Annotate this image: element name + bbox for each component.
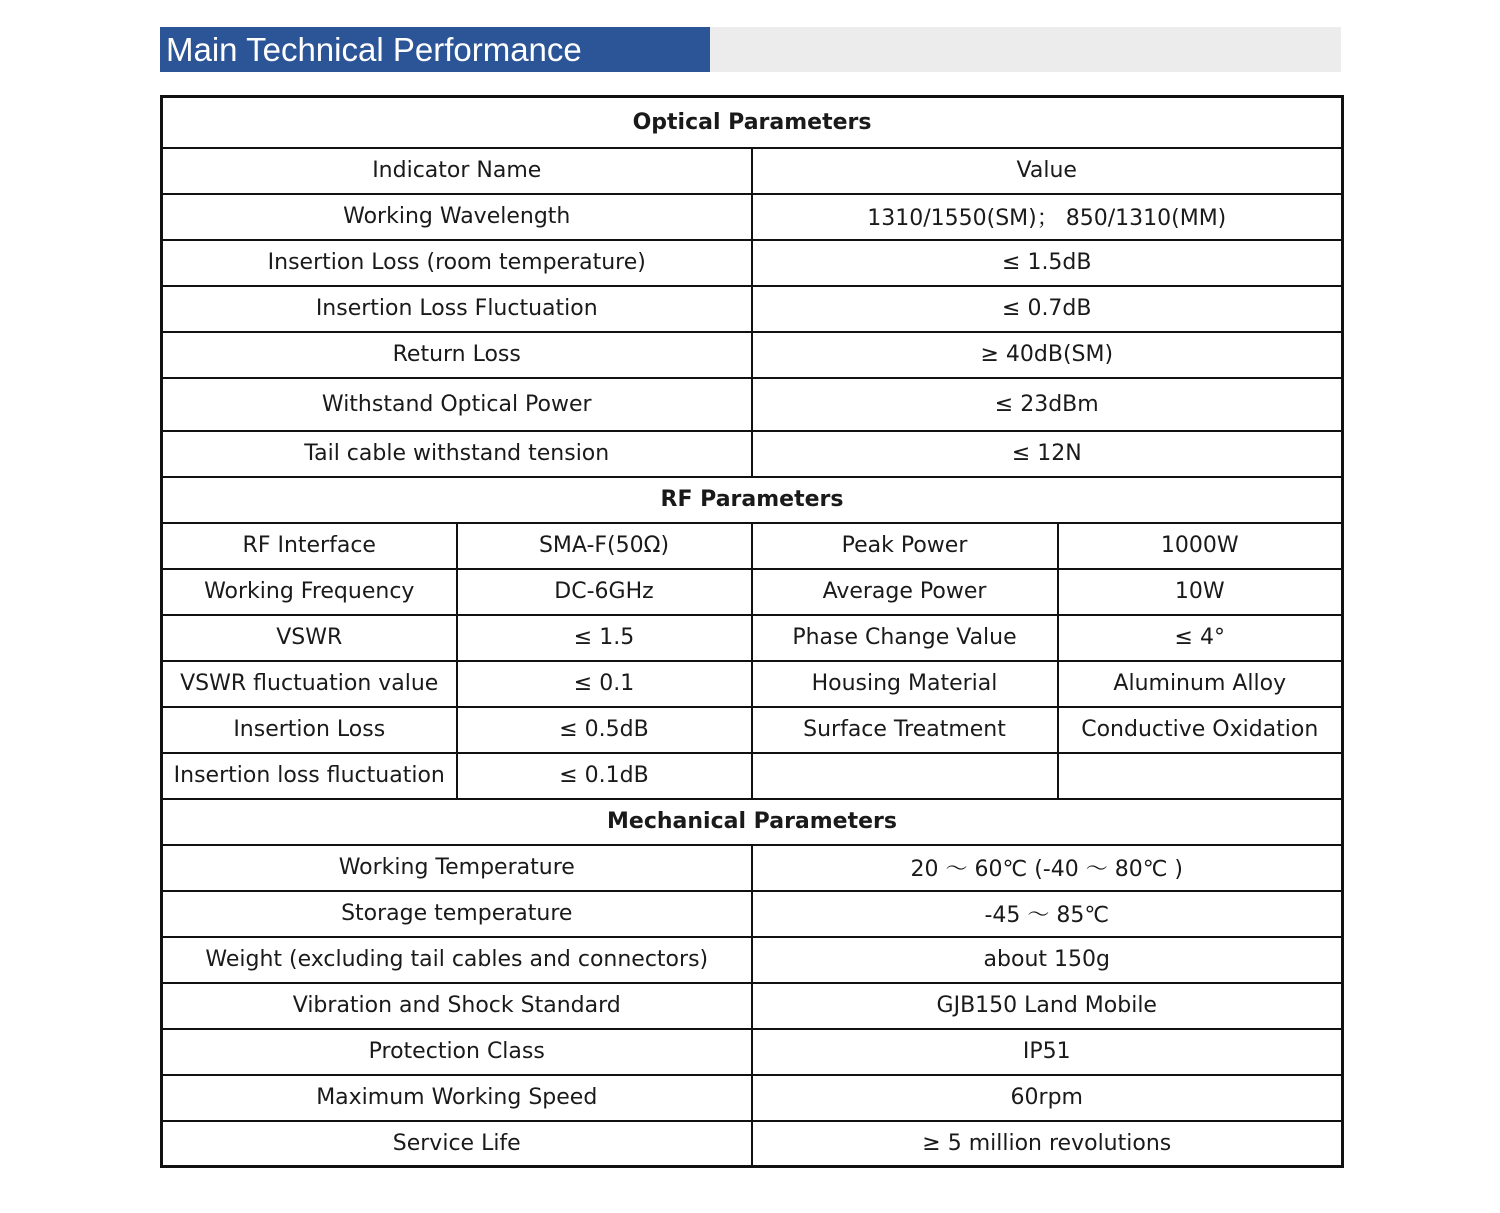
title-bar	[160, 27, 1341, 72]
rf-name: Housing Material	[752, 661, 1058, 707]
rf-value: ≤ 0.1	[457, 661, 752, 707]
indicator-value: about 150g	[752, 937, 1343, 983]
rf-value: SMA-F(50Ω)	[457, 523, 752, 569]
rf-value	[1058, 753, 1343, 799]
indicator-value: 60rpm	[752, 1075, 1343, 1121]
rf-value: ≤ 0.1dB	[457, 753, 752, 799]
section-header-mechanical	[162, 799, 1343, 845]
indicator-name: Withstand Optical Power	[162, 378, 752, 431]
indicator-name: Insertion Loss Fluctuation	[162, 286, 752, 332]
section-title-optical: Optical Parameters	[162, 97, 1343, 148]
table-row	[162, 983, 1343, 1029]
section-title-rf: RF Parameters	[162, 477, 1343, 523]
table-row	[162, 332, 1343, 378]
indicator-value: ≤ 23dBm	[752, 378, 1343, 431]
table-row	[162, 937, 1343, 983]
indicator-value: ≤ 12N	[752, 431, 1343, 477]
indicator-name: Maximum Working Speed	[162, 1075, 752, 1121]
column-header-value: Value	[752, 148, 1343, 194]
section-title-mechanical: Mechanical Parameters	[162, 799, 1343, 845]
rf-value: 10W	[1058, 569, 1343, 615]
page-title: Main Technical Performance	[160, 27, 710, 72]
indicator-value: 20 ～ 60℃ (-40 ～ 80℃ )	[752, 845, 1343, 891]
table-row	[162, 661, 1343, 707]
indicator-value: IP51	[752, 1029, 1343, 1075]
indicator-name: Vibration and Shock Standard	[162, 983, 752, 1029]
rf-name: VSWR	[162, 615, 457, 661]
table-row	[162, 1029, 1343, 1075]
table-row	[162, 378, 1343, 431]
indicator-name: Working Wavelength	[162, 194, 752, 240]
indicator-name: Weight (excluding tail cables and connectors)	[162, 937, 752, 983]
indicator-value: ≥ 40dB(SM)	[752, 332, 1343, 378]
column-header-row	[162, 148, 1343, 194]
rf-value: ≤ 1.5	[457, 615, 752, 661]
indicator-name: Storage temperature	[162, 891, 752, 937]
indicator-value: ≥ 5 million revolutions	[752, 1121, 1343, 1167]
table-row	[162, 1075, 1343, 1121]
indicator-name: Service Life	[162, 1121, 752, 1167]
table-row	[162, 891, 1343, 937]
indicator-value: GJB150 Land Mobile	[752, 983, 1343, 1029]
indicator-name: Return Loss	[162, 332, 752, 378]
indicator-value: ≤ 1.5dB	[752, 240, 1343, 286]
indicator-name: Protection Class	[162, 1029, 752, 1075]
indicator-value: -45 ～ 85℃	[752, 891, 1343, 937]
column-header-name: Indicator Name	[162, 148, 752, 194]
table-row	[162, 707, 1343, 753]
rf-value: ≤ 4°	[1058, 615, 1343, 661]
rf-name	[752, 753, 1058, 799]
rf-name: Surface Treatment	[752, 707, 1058, 753]
rf-name: RF Interface	[162, 523, 457, 569]
rf-name: Working Frequency	[162, 569, 457, 615]
rf-name: Insertion loss fluctuation	[162, 753, 457, 799]
rf-name: VSWR fluctuation value	[162, 661, 457, 707]
rf-name: Phase Change Value	[752, 615, 1058, 661]
table-row	[162, 431, 1343, 477]
table-row	[162, 753, 1343, 799]
indicator-name: Tail cable withstand tension	[162, 431, 752, 477]
rf-value: Conductive Oxidation	[1058, 707, 1343, 753]
indicator-name: Insertion Loss (room temperature)	[162, 240, 752, 286]
spec-table	[160, 95, 1344, 1168]
table-row	[162, 523, 1343, 569]
table-row	[162, 240, 1343, 286]
rf-value: Aluminum Alloy	[1058, 661, 1343, 707]
section-header-rf	[162, 477, 1343, 523]
rf-value: DC-6GHz	[457, 569, 752, 615]
rf-value: 1000W	[1058, 523, 1343, 569]
rf-name: Insertion Loss	[162, 707, 457, 753]
table-row	[162, 1121, 1343, 1167]
table-row	[162, 615, 1343, 661]
table-row	[162, 845, 1343, 891]
rf-name: Average Power	[752, 569, 1058, 615]
indicator-value: 1310/1550(SM)； 850/1310(MM)	[752, 194, 1343, 240]
table-row	[162, 194, 1343, 240]
section-header-optical	[162, 97, 1343, 148]
rf-name: Peak Power	[752, 523, 1058, 569]
indicator-value: ≤ 0.7dB	[752, 286, 1343, 332]
table-row	[162, 569, 1343, 615]
table-row	[162, 286, 1343, 332]
indicator-name: Working Temperature	[162, 845, 752, 891]
rf-value: ≤ 0.5dB	[457, 707, 752, 753]
